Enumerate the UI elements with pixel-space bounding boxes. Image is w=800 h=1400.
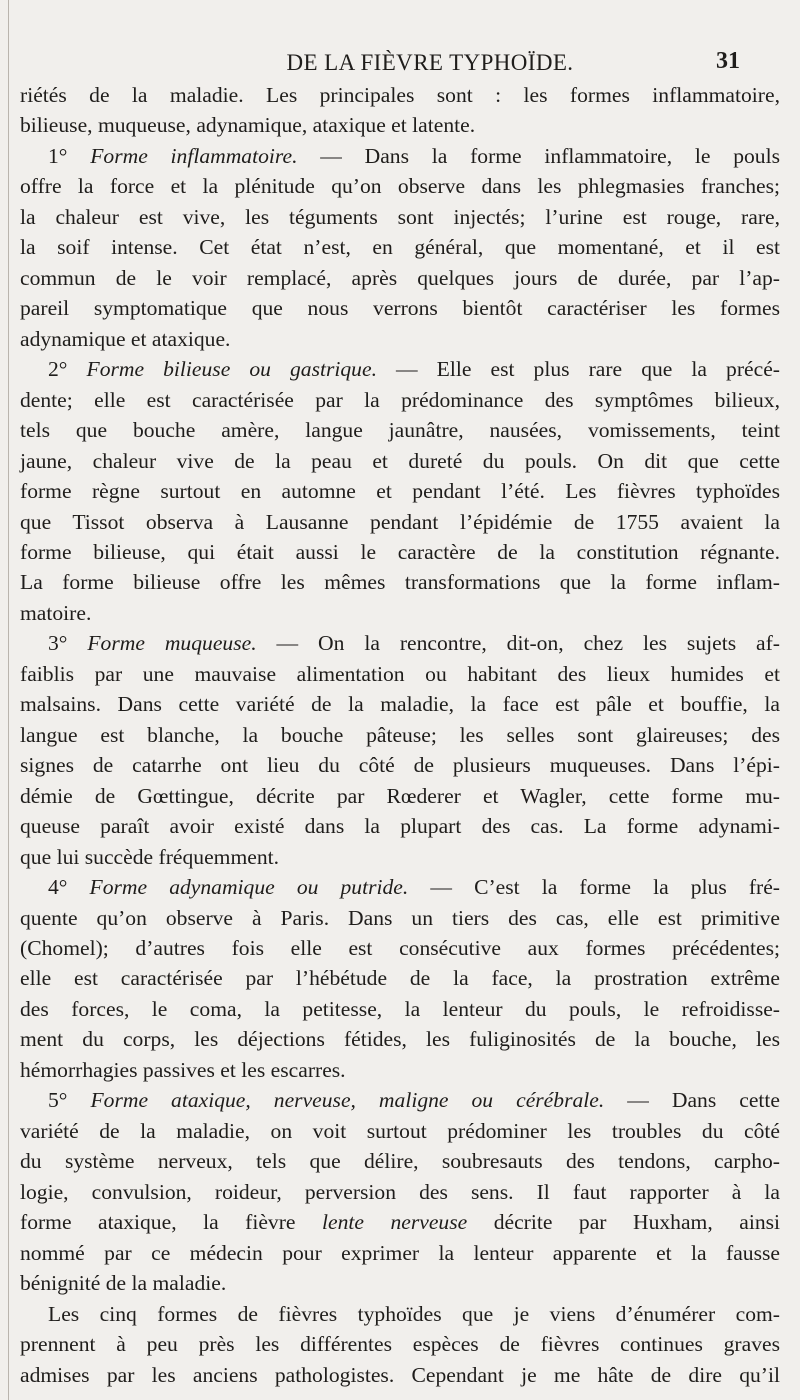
page-number: 31 [716,48,740,74]
text-line: admises par les anciens pathologistes. Cependant je me hâte de dire qu’il [20,1362,780,1387]
paragraph-start-line: Les cinq formes de fièvres typhoïdes que je viens d’énumérer com- [48,1301,780,1326]
text-line: jaune, chaleur vive de la peau et dureté du pouls. On dit que cette [20,448,780,473]
section-title: Forme muqueuse. [87,631,257,656]
text-fragment: décrite par Huxham, ainsi [467,1210,781,1235]
section-number: 5° [48,1088,91,1113]
text-line: matoire. [20,600,92,625]
text-line: langue est blanche, la bouche pâteuse; les selles sont glaireuses; des [20,722,780,747]
section-title: Forme inflammatoire. [90,143,298,168]
section-number: 1° [48,143,91,168]
text-line: forme règne surtout en automne et pendant l’été. Les fièvres typhoïdes [20,479,780,504]
text-line: malsains. Dans cette variété de la maladie, la face est pâle et bouffie, la [20,692,780,717]
text-line: du système nerveux, tels que délire, soubresauts des tendons, carpho- [20,1149,780,1174]
text-line: (Chomel); d’autres fois elle est consécutive aux formes précédentes; [20,936,780,961]
section-heading-line [48,628,780,658]
text-line: faiblis par une mauvaise alimentation ou habitant des lieux humides et [20,661,780,686]
text-line: adynamique et ataxique. [20,326,231,351]
page-edge-line [8,0,9,1400]
text-line: signes de catarrhe ont lieu du côté de plusieurs muqueuses. Dans l’épi- [20,753,780,778]
text-line: bénignité de la maladie. [20,1271,227,1296]
text-line: quente qu’on observe à Paris. Dans un tiers des cas, elle est primitive [20,905,780,930]
text-line: la chaleur est vive, les téguments sont injectés; l’urine est rouge, rare, [20,204,780,229]
italic-term: lente nerveuse [322,1210,468,1235]
section-heading-line [48,354,780,384]
text-line: la soif intense. Cet état n’est, en général, que momentané, et il est [20,235,780,260]
section-heading-line [48,1085,780,1115]
text-line: bilieuse, muqueuse, adynamique, ataxique et latente. [20,113,476,138]
text-line: prennent à peu près les différentes espèces de fièvres continues graves [20,1332,780,1357]
text-fragment: forme ataxique, la fièvre [20,1210,322,1235]
section-title: Forme ataxique, nerveuse, maligne ou cérébrale. [90,1088,605,1113]
text-line: commun de le voir remplacé, après quelques jours de durée, par l’ap- [20,265,780,290]
text-line: ment du corps, les déjections fétides, les fuliginosités de la bouche, les [20,1027,780,1052]
text-line: dente; elle est caractérisée par la prédominance des symptômes bilieux, [20,387,780,412]
text-line: riétés de la maladie. Les principales sont : les formes inflammatoire, [20,83,780,107]
section-title: Forme adynamique ou putride. [89,875,409,900]
text-line: tels que bouche amère, langue jaunâtre, nausées, vomissements, teint [20,418,780,443]
text-line: queuse paraît avoir existé dans la plupart des cas. La forme adynami- [20,814,780,839]
section-number: 3° [48,631,88,656]
text-line: offre la force et la plénitude qu’on observe dans les phlegmasies franches; [20,174,780,199]
mixed-text-line [20,1207,780,1237]
text-line: que lui succède fréquemment. [20,844,280,869]
text-line: forme bilieuse, qui était aussi le caractère de la constitution régnante. [20,539,780,564]
text-line: des forces, le coma, la petitesse, la lenteur du pouls, le refroidisse- [20,996,780,1021]
section-text: — Elle est plus rare que la précé- [376,357,780,382]
section-text: — Dans la forme inflammatoire, le pouls [297,143,781,168]
section-number: 4° [48,875,90,900]
text-line: que Tissot observa à Lausanne pendant l’épidémie de 1755 avaient la [20,509,780,534]
text-line: elle est caractérisée par l’hébétude de la face, la prostration extrême [20,966,780,991]
text-line: logie, convulsion, roideur, perversion des sens. Il faut rapporter à la [20,1179,780,1204]
section-heading-line [48,872,780,902]
section-heading-line [48,141,780,171]
section-number: 2° [48,357,87,382]
running-head [120,50,740,82]
section-text: — On la rencontre, dit-on, chez les sujets af- [256,631,780,656]
section-title: Forme bilieuse ou gastrique. [86,357,377,382]
text-line: nommé par ce médecin pour exprimer la lenteur apparente et la fausse [20,1240,780,1265]
text-line: pareil symptomatique que nous verrons bientôt caractériser les formes [20,296,780,321]
text-line: hémorrhagies passives et les escarres. [20,1057,346,1082]
text-line: démie de Gœttingue, décrite par Rœderer et Wagler, cette forme mu- [20,783,780,808]
text-line: La forme bilieuse offre les mêmes transformations que la forme inflam- [20,570,780,595]
text-line: variété de la maladie, on voit surtout prédominer les troubles du côté [20,1118,780,1143]
section-text: — C’est la forme la plus fré- [408,875,780,900]
running-title: DE LA FIÈVRE TYPHOÏDE. [286,50,574,75]
section-text: — Dans cette [604,1088,780,1113]
